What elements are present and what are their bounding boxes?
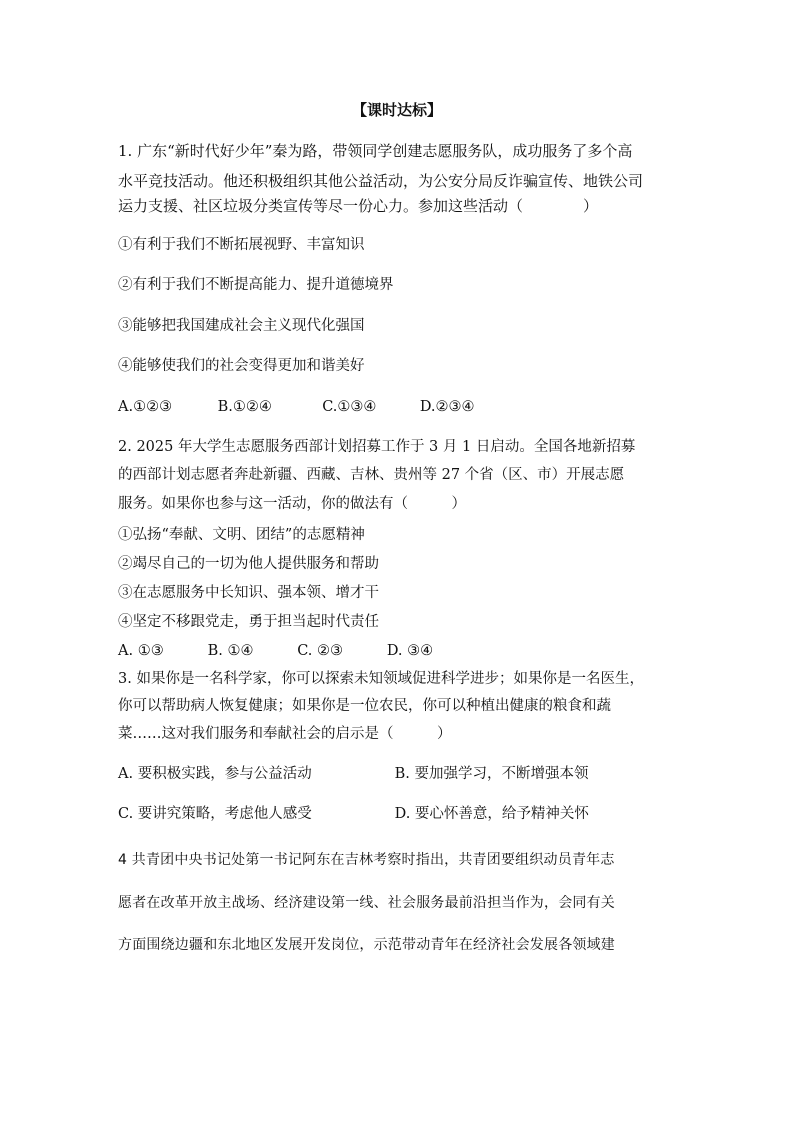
q3-stem-line-2: 你可以帮助病人恢复健康；如果你是一位农民，你可以种植出健康的粮食和蔬: [118, 698, 611, 714]
q1-statement-1: ①有利于我们不断拓展视野、丰富知识: [118, 237, 365, 253]
q1-options: [118, 397, 475, 417]
section-title: 【课时达标】: [351, 101, 442, 119]
q2-option-a: A. ①③: [118, 643, 164, 659]
q1-statement-4: ④能够使我们的社会变得更加和谐美好: [118, 358, 365, 374]
q1-option-a: A.①②③: [118, 399, 173, 415]
q1-option-c: C.①③④: [322, 399, 377, 415]
q2-statement-4: ④坚定不移跟党走，勇于担当起时代责任: [118, 614, 379, 630]
q3-option-c: C. 要讲究策略，考虑他人感受: [118, 806, 312, 822]
q2-statement-3: ③在志愿服务中长知识、强本领、增才干: [118, 585, 379, 601]
q2-option-c: C. ②③: [297, 643, 344, 659]
q3-options-row-2: [118, 804, 589, 824]
q2-option-b: B. ①④: [207, 643, 254, 659]
q2-stem-line-2: 的西部计划志愿者奔赴新疆、西藏、吉林、贵州等 27 个省（区、市）开展志愿: [118, 467, 625, 483]
q4-stem-line-3: 方面围绕边疆和东北地区发展开发岗位，示范带动青年在经济社会发展各领域建: [118, 937, 615, 953]
q2-statement-1: ①弘扬“奉献、文明、团结”的志愿精神: [118, 527, 365, 543]
q3-stem-line-3: 菜……这对我们服务和奉献社会的启示是（ ）: [118, 726, 452, 742]
q1-option-b: B.①②④: [217, 399, 272, 415]
q1-stem-line-1: 1. 广东“新时代好少年”秦为路，带领同学创建志愿服务队，成功服务了多个高: [118, 142, 633, 160]
q1-statement-2: ②有利于我们不断提高能力、提升道德境界: [118, 277, 394, 293]
q3-option-b: B. 要加强学习，不断增强本领: [394, 766, 589, 782]
q2-option-d: D. ③④: [386, 643, 434, 659]
q1-statement-3: ③能够把我国建成社会主义现代化强国: [118, 318, 365, 334]
q3-option-a: A. 要积极实践，参与公益活动: [118, 766, 312, 782]
q2-stem-line-1: 2. 2025 年大学生志愿服务西部计划招募工作于 3 月 1 日启动。全国各地新招募: [118, 439, 636, 455]
q1-option-d: D.②③④: [419, 399, 475, 415]
q2-statement-2: ②竭尽自己的一切为他人提供服务和帮助: [118, 556, 379, 572]
q4-stem-line-1: 4 共青团中央书记处第一书记阿东在吉林考察时指出，共青团要组织动员青年志: [118, 852, 615, 868]
q3-option-d: D. 要心怀善意，给予精神关怀: [394, 806, 589, 822]
q3-options-row-1: [118, 764, 588, 784]
q3-stem-line-1: 3. 如果你是一名科学家，你可以探索未知领域促进科学进步；如果你是一名医生，: [118, 671, 644, 687]
q1-stem-line-3: 运力支援、社区垃圾分类宣传等尽一份心力。参加这些活动（ ）: [118, 197, 599, 215]
q2-stem-line-3: 服务。如果你也参与这一活动，你的做法有（ ）: [118, 496, 466, 512]
q2-options: [118, 641, 433, 661]
q4-stem-line-2: 愿者在改革开放主战场、经济建设第一线、社会服务最前沿担当作为，会同有关: [118, 895, 615, 911]
q1-stem-line-2: 水平竞技活动。他还积极组织其他公益活动，为公安分局反诈骗宣传、地铁公司: [118, 172, 644, 190]
